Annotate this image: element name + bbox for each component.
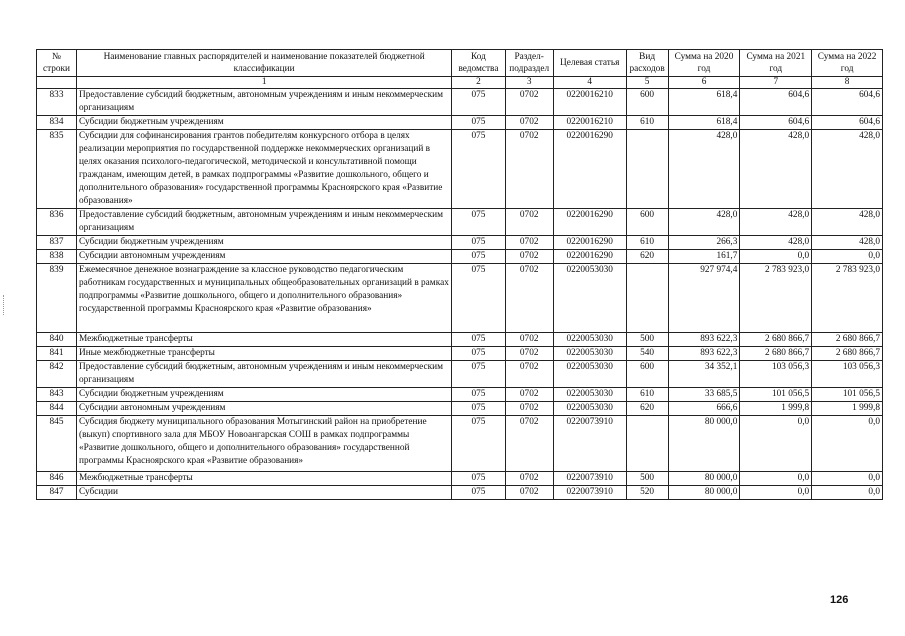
row-section: 0702 <box>505 264 553 333</box>
row-exp-type: 600 <box>626 361 668 388</box>
row-sum-2021: 604,6 <box>740 116 812 130</box>
row-name: Субсидии бюджетным учреждениям <box>76 236 451 250</box>
row-name: Субсидии <box>76 486 451 500</box>
row-exp-type: 540 <box>626 347 668 361</box>
row-number: 838 <box>37 250 77 264</box>
row-sum-2020: 34 352,1 <box>668 361 740 388</box>
row-exp-type: 520 <box>626 486 668 500</box>
row-sum-2021: 103 056,3 <box>740 361 812 388</box>
row-dept-code: 075 <box>452 402 505 416</box>
row-sum-2020: 893 622,3 <box>668 333 740 347</box>
table-row <box>37 250 883 264</box>
row-number: 834 <box>37 116 77 130</box>
table-row <box>37 361 883 388</box>
row-section: 0702 <box>505 333 553 347</box>
row-section: 0702 <box>505 388 553 402</box>
row-dept-code: 075 <box>452 250 505 264</box>
row-exp-type: 610 <box>626 388 668 402</box>
row-number: 835 <box>37 130 77 209</box>
row-section: 0702 <box>505 402 553 416</box>
row-sum-2022: 0,0 <box>812 250 883 264</box>
row-dept-code: 075 <box>452 236 505 250</box>
table-row <box>37 472 883 486</box>
row-sum-2021: 2 783 923,0 <box>740 264 812 333</box>
row-target: 0220053030 <box>553 361 626 388</box>
row-section: 0702 <box>505 486 553 500</box>
row-number: 839 <box>37 264 77 333</box>
row-sum-2022: 604,6 <box>812 116 883 130</box>
row-sum-2022: 2 783 923,0 <box>812 264 883 333</box>
row-section: 0702 <box>505 236 553 250</box>
header-sum-2020: Сумма на 2020 год <box>668 50 740 77</box>
row-sum-2021: 0,0 <box>740 416 812 472</box>
row-exp-type: 610 <box>626 236 668 250</box>
row-sum-2020: 266,3 <box>668 236 740 250</box>
row-name: Субсидии автономным учреждениям <box>76 250 451 264</box>
row-section: 0702 <box>505 250 553 264</box>
row-name: Межбюджетные трансферты <box>76 472 451 486</box>
row-sum-2021: 428,0 <box>740 236 812 250</box>
table-row <box>37 333 883 347</box>
table-row <box>37 402 883 416</box>
row-dept-code: 075 <box>452 209 505 236</box>
row-section: 0702 <box>505 347 553 361</box>
row-exp-type: 600 <box>626 89 668 116</box>
column-number: 1 <box>76 77 451 89</box>
row-number: 842 <box>37 361 77 388</box>
row-sum-2020: 927 974,4 <box>668 264 740 333</box>
column-number <box>37 77 77 89</box>
row-sum-2022: 1 999,8 <box>812 402 883 416</box>
row-name: Субсидии бюджетным учреждениям <box>76 116 451 130</box>
row-sum-2022: 428,0 <box>812 130 883 209</box>
row-sum-2021: 2 680 866,7 <box>740 347 812 361</box>
column-number: 7 <box>740 77 812 89</box>
row-target: 0220016290 <box>553 130 626 209</box>
row-target: 0220053030 <box>553 347 626 361</box>
row-target: 0220053030 <box>553 388 626 402</box>
row-section: 0702 <box>505 209 553 236</box>
row-section: 0702 <box>505 89 553 116</box>
table-row <box>37 236 883 250</box>
row-number: 844 <box>37 402 77 416</box>
column-number-row <box>37 77 883 89</box>
row-sum-2021: 0,0 <box>740 250 812 264</box>
row-target: 0220053030 <box>553 333 626 347</box>
header-row-no: № строки <box>37 50 77 77</box>
column-number: 3 <box>505 77 553 89</box>
row-section: 0702 <box>505 416 553 472</box>
row-name: Иные межбюджетные трансферты <box>76 347 451 361</box>
row-exp-type: 600 <box>626 209 668 236</box>
row-section: 0702 <box>505 130 553 209</box>
row-sum-2020: 893 622,3 <box>668 347 740 361</box>
table-row <box>37 416 883 472</box>
row-sum-2021: 1 999,8 <box>740 402 812 416</box>
header-section: Раздел-подраздел <box>505 50 553 77</box>
row-sum-2022: 604,6 <box>812 89 883 116</box>
column-number: 8 <box>812 77 883 89</box>
row-name: Предоставление субсидий бюджетным, автономным учреждениям и иным некоммерческим организациям <box>76 361 451 388</box>
row-dept-code: 075 <box>452 388 505 402</box>
row-sum-2020: 428,0 <box>668 209 740 236</box>
row-sum-2022: 0,0 <box>812 486 883 500</box>
row-sum-2021: 0,0 <box>740 486 812 500</box>
row-number: 837 <box>37 236 77 250</box>
row-exp-type: 500 <box>626 472 668 486</box>
table-row <box>37 209 883 236</box>
column-number: 4 <box>553 77 626 89</box>
row-sum-2020: 80 000,0 <box>668 416 740 472</box>
row-number: 845 <box>37 416 77 472</box>
row-sum-2020: 80 000,0 <box>668 486 740 500</box>
row-section: 0702 <box>505 116 553 130</box>
row-dept-code: 075 <box>452 264 505 333</box>
row-number: 846 <box>37 472 77 486</box>
row-exp-type <box>626 416 668 472</box>
row-name: Субсидия бюджету муниципального образования Мотыгинский район на приобретение (выкуп) спортивного зала для МБОУ Новоангарская СОШ в рамках подпрограммы «Развитие дошкольного, общего и дополнительного образования» государственной программы Красноярского края «Развитие образования» <box>76 416 451 472</box>
row-section: 0702 <box>505 472 553 486</box>
table-row <box>37 347 883 361</box>
table-body <box>37 89 883 500</box>
header-dept-code: Код ведомства <box>452 50 505 77</box>
header-name: Наименование главных распорядителей и наименование показателей бюджетной классификации <box>76 50 451 77</box>
column-number: 6 <box>668 77 740 89</box>
row-dept-code: 075 <box>452 416 505 472</box>
budget-table <box>36 49 883 500</box>
row-dept-code: 075 <box>452 472 505 486</box>
row-exp-type <box>626 264 668 333</box>
row-target: 0220016290 <box>553 250 626 264</box>
row-sum-2020: 618,4 <box>668 116 740 130</box>
row-sum-2021: 101 056,5 <box>740 388 812 402</box>
row-sum-2020: 666,6 <box>668 402 740 416</box>
row-dept-code: 075 <box>452 116 505 130</box>
row-number: 840 <box>37 333 77 347</box>
row-dept-code: 075 <box>452 347 505 361</box>
row-name: Предоставление субсидий бюджетным, автономным учреждениям и иным некоммерческим организациям <box>76 209 451 236</box>
table-row <box>37 388 883 402</box>
column-number: 5 <box>626 77 668 89</box>
row-sum-2020: 80 000,0 <box>668 472 740 486</box>
row-exp-type: 610 <box>626 116 668 130</box>
row-target: 0220016210 <box>553 116 626 130</box>
table-row <box>37 116 883 130</box>
table-row <box>37 486 883 500</box>
header-row <box>37 50 883 77</box>
row-number: 833 <box>37 89 77 116</box>
row-dept-code: 075 <box>452 333 505 347</box>
row-dept-code: 075 <box>452 361 505 388</box>
row-exp-type: 620 <box>626 402 668 416</box>
row-sum-2022: 101 056,5 <box>812 388 883 402</box>
row-target: 0220016210 <box>553 89 626 116</box>
row-sum-2022: 2 680 866,7 <box>812 333 883 347</box>
row-name: Субсидии бюджетным учреждениям <box>76 388 451 402</box>
row-exp-type: 500 <box>626 333 668 347</box>
row-name: Субсидии для софинансирования грантов победителям конкурсного отбора в целях реализации мероприятия по государственной поддержке некоммерческих организаций в целях оказания психолого-педагогической, методической и консультативной помощи гражданам, имеющим детей, в рамках подпрограммы «Развитие дошкольного, общего и дополнительного образования» государственной программы Красноярского края «Развитие образования» <box>76 130 451 209</box>
row-sum-2021: 428,0 <box>740 130 812 209</box>
row-sum-2022: 2 680 866,7 <box>812 347 883 361</box>
table-row <box>37 89 883 116</box>
row-sum-2022: 428,0 <box>812 236 883 250</box>
row-name: Предоставление субсидий бюджетным, автономным учреждениям и иным некоммерческим организациям <box>76 89 451 116</box>
row-dept-code: 075 <box>452 486 505 500</box>
row-sum-2022: 0,0 <box>812 472 883 486</box>
row-sum-2021: 604,6 <box>740 89 812 116</box>
header-sum-2021: Сумма на 2021 год <box>740 50 812 77</box>
row-number: 847 <box>37 486 77 500</box>
row-exp-type <box>626 130 668 209</box>
column-number: 2 <box>452 77 505 89</box>
row-target: 0220073910 <box>553 472 626 486</box>
row-section: 0702 <box>505 361 553 388</box>
row-exp-type: 620 <box>626 250 668 264</box>
row-sum-2020: 428,0 <box>668 130 740 209</box>
header-sum-2022: Сумма на 2022 год <box>812 50 883 77</box>
row-target: 0220073910 <box>553 486 626 500</box>
row-target: 0220053030 <box>553 402 626 416</box>
table-row <box>37 130 883 209</box>
row-sum-2022: 0,0 <box>812 416 883 472</box>
page-number: 126 <box>830 594 849 606</box>
row-sum-2021: 0,0 <box>740 472 812 486</box>
row-target: 0220073910 <box>553 416 626 472</box>
row-sum-2022: 103 056,3 <box>812 361 883 388</box>
row-target: 0220053030 <box>553 264 626 333</box>
row-sum-2020: 33 685,5 <box>668 388 740 402</box>
row-sum-2020: 618,4 <box>668 89 740 116</box>
row-name: Межбюджетные трансферты <box>76 333 451 347</box>
row-number: 841 <box>37 347 77 361</box>
row-name: Ежемесячное денежное вознаграждение за классное руководство педагогическим работникам государственных и муниципальных общеобразовательных организаций в рамках подпрограммы «Развитие дошкольного, общего и дополнительного образования» государственной программы Красноярского края «Развитие образования» <box>76 264 451 333</box>
header-exp-type: Вид расходов <box>626 50 668 77</box>
row-sum-2021: 2 680 866,7 <box>740 333 812 347</box>
row-name: Субсидии автономным учреждениям <box>76 402 451 416</box>
row-dept-code: 075 <box>452 89 505 116</box>
header-target: Целевая статья <box>553 50 626 77</box>
row-number: 836 <box>37 209 77 236</box>
row-target: 0220016290 <box>553 236 626 250</box>
binding-marks <box>3 295 7 315</box>
row-sum-2022: 428,0 <box>812 209 883 236</box>
table-row <box>37 264 883 333</box>
row-sum-2020: 161,7 <box>668 250 740 264</box>
row-number: 843 <box>37 388 77 402</box>
row-dept-code: 075 <box>452 130 505 209</box>
row-sum-2021: 428,0 <box>740 209 812 236</box>
row-target: 0220016290 <box>553 209 626 236</box>
